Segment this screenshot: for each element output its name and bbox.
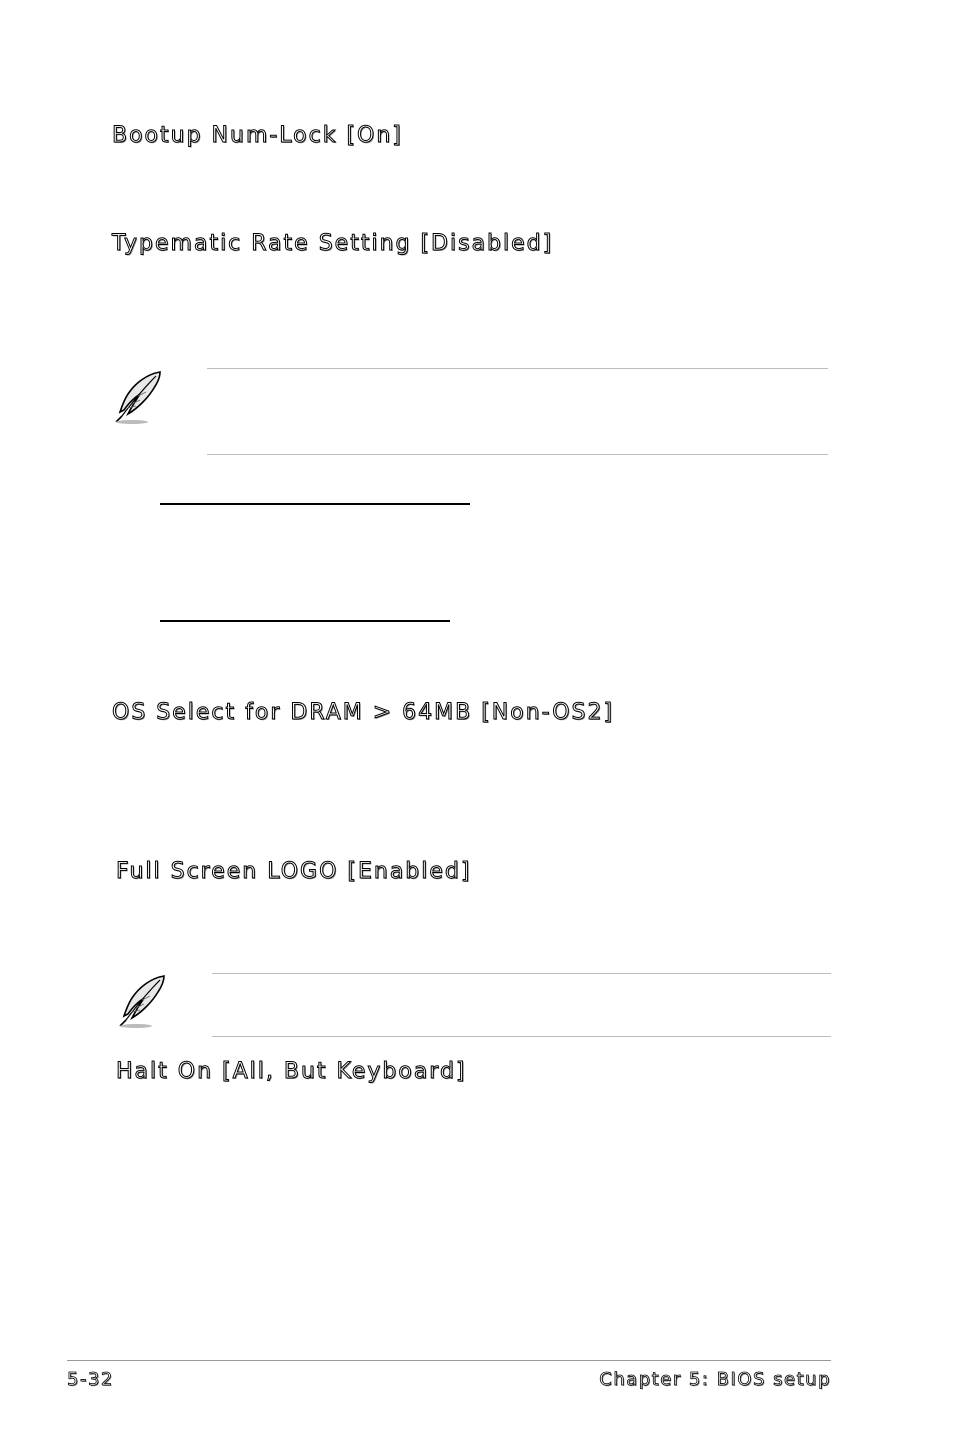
heading-full-screen-logo: Full Screen LOGO [Enabled]: [116, 859, 472, 884]
heading-os-select: OS Select for DRAM > 64MB [Non-OS2]: [112, 700, 615, 725]
submenu-underline-2: [160, 620, 450, 622]
note2-bottom-rule: [212, 1036, 831, 1037]
submenu-underline-1: [160, 503, 470, 505]
footer-page-number: 5-32: [67, 1369, 114, 1390]
heading-bootup-numlock: Bootup Num-Lock [On]: [112, 123, 403, 148]
note-top-rule: [207, 368, 828, 369]
feather-quill-icon: [114, 972, 172, 1030]
footer-chapter-title: Chapter 5: BIOS setup: [599, 1369, 831, 1390]
footer-rule: [67, 1360, 831, 1361]
note2-top-rule: [212, 973, 831, 974]
feather-quill-icon: [110, 368, 168, 426]
heading-typematic-rate: Typematic Rate Setting [Disabled]: [112, 231, 554, 256]
heading-halt-on: Halt On [All, But Keyboard]: [116, 1059, 467, 1084]
note-bottom-rule: [207, 454, 828, 455]
